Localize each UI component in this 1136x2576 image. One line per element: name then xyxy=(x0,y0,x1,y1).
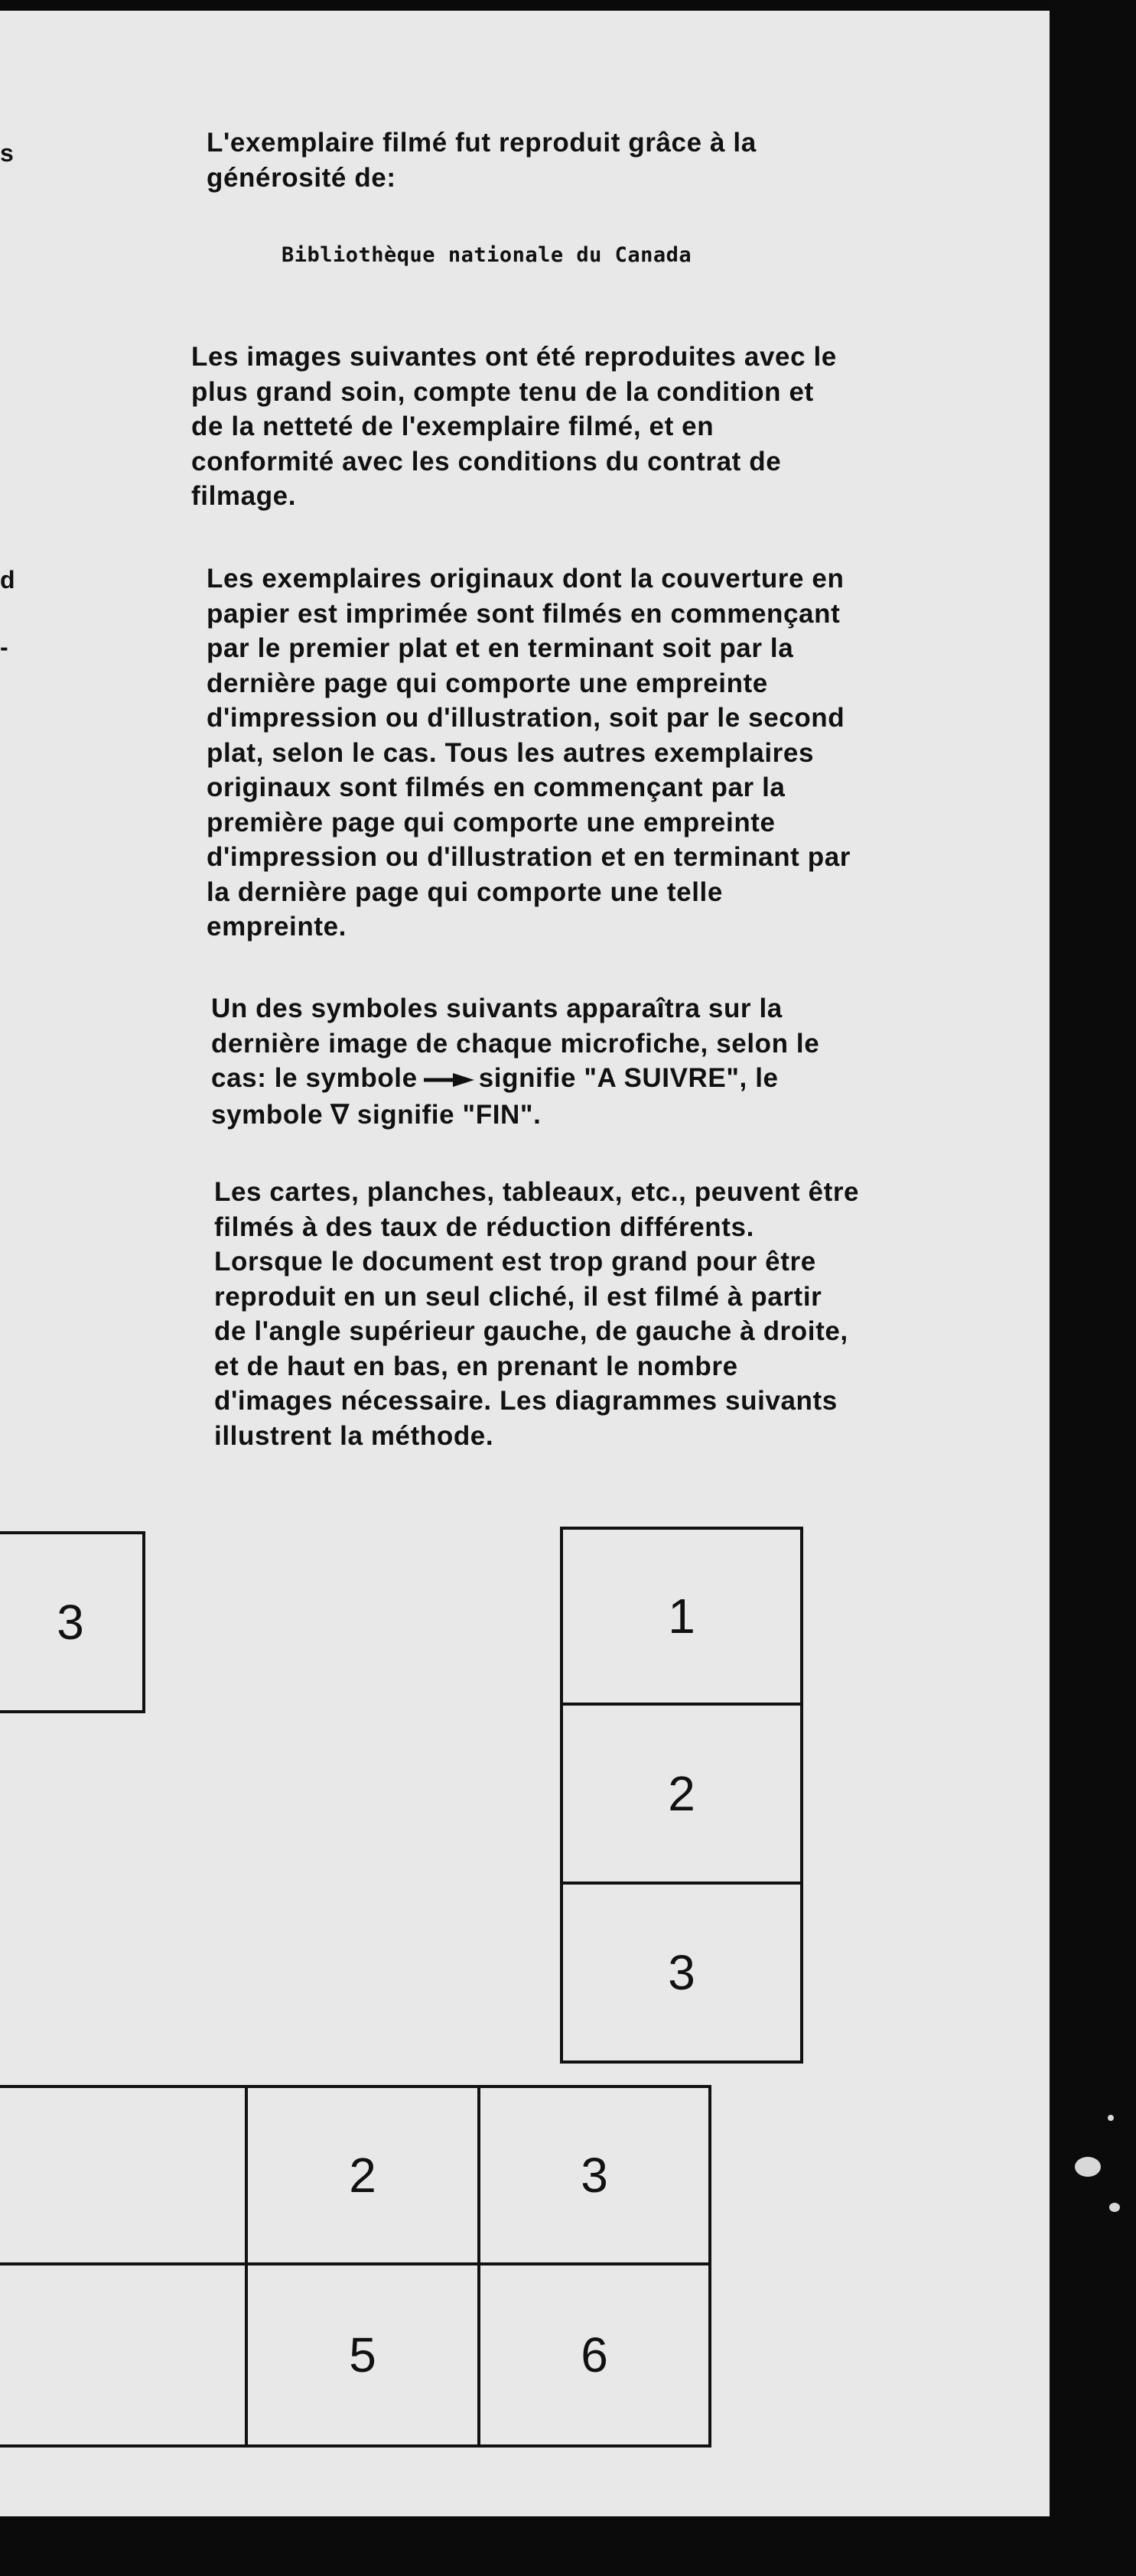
text-line: empreinte. xyxy=(207,912,347,942)
diagram-grid-cell: 2 xyxy=(245,2085,480,2265)
diagram-grid-cell: 3 xyxy=(477,2085,711,2265)
text-line: première page qui comporte une empreinte xyxy=(207,807,776,838)
film-border-bottom xyxy=(0,2516,1050,2576)
text-line: Les images suivantes ont été reproduites avec le xyxy=(191,342,837,372)
text-line: originaux sont filmés en commençant par la xyxy=(207,772,786,802)
diagram-vertical-cell: 3 xyxy=(560,1882,803,2064)
text-line: plat, selon le cas. Tous les autres exemplaires xyxy=(207,737,815,768)
text-fragment: symbole xyxy=(211,1099,324,1130)
text-line: d'impression ou d'illustration, soit par le second xyxy=(207,703,845,733)
text-line: reproduit en un seul cliché, il est filmé à partir xyxy=(214,1281,822,1312)
text-line: de l'angle supérieur gauche, de gauche à droite, xyxy=(214,1316,848,1346)
text-fragment: cas: le symbole xyxy=(211,1063,418,1093)
text-line xyxy=(211,1098,819,1133)
diagram-grid-cell: 5 xyxy=(245,2262,480,2448)
diagram-vertical-cell: 1 xyxy=(560,1527,803,1706)
text-line: Les exemplaires originaux dont la couverture en xyxy=(207,564,845,594)
cropped-edge-letter: d xyxy=(0,566,15,594)
text-line: filmage. xyxy=(191,481,297,511)
film-speck xyxy=(1075,2157,1101,2177)
text-line: conformité avec les conditions du contrat de xyxy=(191,446,782,476)
library-name: Bibliothèque nationale du Canada xyxy=(282,243,692,267)
diagram-vertical-cell: 2 xyxy=(560,1703,803,1885)
text-line: d'impression ou d'illustration et en terminant par xyxy=(207,842,851,872)
paragraph-filming-order xyxy=(207,561,851,945)
text-fragment: signifie "FIN". xyxy=(356,1099,542,1130)
film-border-right xyxy=(1050,0,1136,2576)
cropped-edge-letter: s xyxy=(0,139,14,167)
text-line: L'exemplaire filmé fut reproduit grâce à la xyxy=(207,128,757,158)
text-line: de la netteté de l'exemplaire filmé, et en xyxy=(191,411,714,441)
text-line: plus grand soin, compte tenu de la condition et xyxy=(191,376,814,407)
paragraph-reproduction-credit xyxy=(207,125,757,195)
nabla-end-icon: ∇ xyxy=(330,1099,350,1130)
paragraph-large-documents xyxy=(214,1175,859,1453)
text-line: générosité de: xyxy=(207,162,396,193)
paragraph-end-symbols xyxy=(211,991,819,1132)
diagram-grid-cell: 6 xyxy=(477,2262,711,2448)
text-line: dernière page qui comporte une empreinte xyxy=(207,668,768,698)
text-line xyxy=(211,1061,819,1098)
cropped-edge-letter: - xyxy=(0,633,8,661)
arrow-right-icon xyxy=(422,1062,476,1098)
text-line: papier est imprimée sont filmés en commençant xyxy=(207,598,841,629)
text-line: illustrent la méthode. xyxy=(214,1420,494,1451)
text-line: Un des symboles suivants apparaîtra sur la xyxy=(211,994,783,1023)
text-fragment: signifie "A SUIVRE", le xyxy=(478,1063,779,1093)
text-line: d'images nécessaire. Les diagrammes suivants xyxy=(214,1386,838,1416)
text-line: la dernière page qui comporte une telle xyxy=(207,877,723,907)
text-line: Lorsque le document est trop grand pour être xyxy=(214,1247,816,1277)
diagram-horizontal-cell: 3 xyxy=(0,1531,145,1713)
text-line: dernière image de chaque microfiche, selon le xyxy=(211,1028,820,1059)
text-line: Les cartes, planches, tableaux, etc., peuvent être xyxy=(214,1177,860,1207)
diagram-grid-cell-blank xyxy=(0,2262,248,2448)
paragraph-image-quality xyxy=(191,340,837,514)
diagram-grid-cell-blank xyxy=(0,2085,248,2265)
text-line: par le premier plat et en terminant soit par la xyxy=(207,633,794,663)
film-speck xyxy=(1108,2115,1114,2121)
film-speck xyxy=(1109,2203,1120,2212)
text-line: filmés à des taux de réduction différents. xyxy=(214,1212,754,1242)
text-line: et de haut en bas, en prenant le nombre xyxy=(214,1351,738,1381)
